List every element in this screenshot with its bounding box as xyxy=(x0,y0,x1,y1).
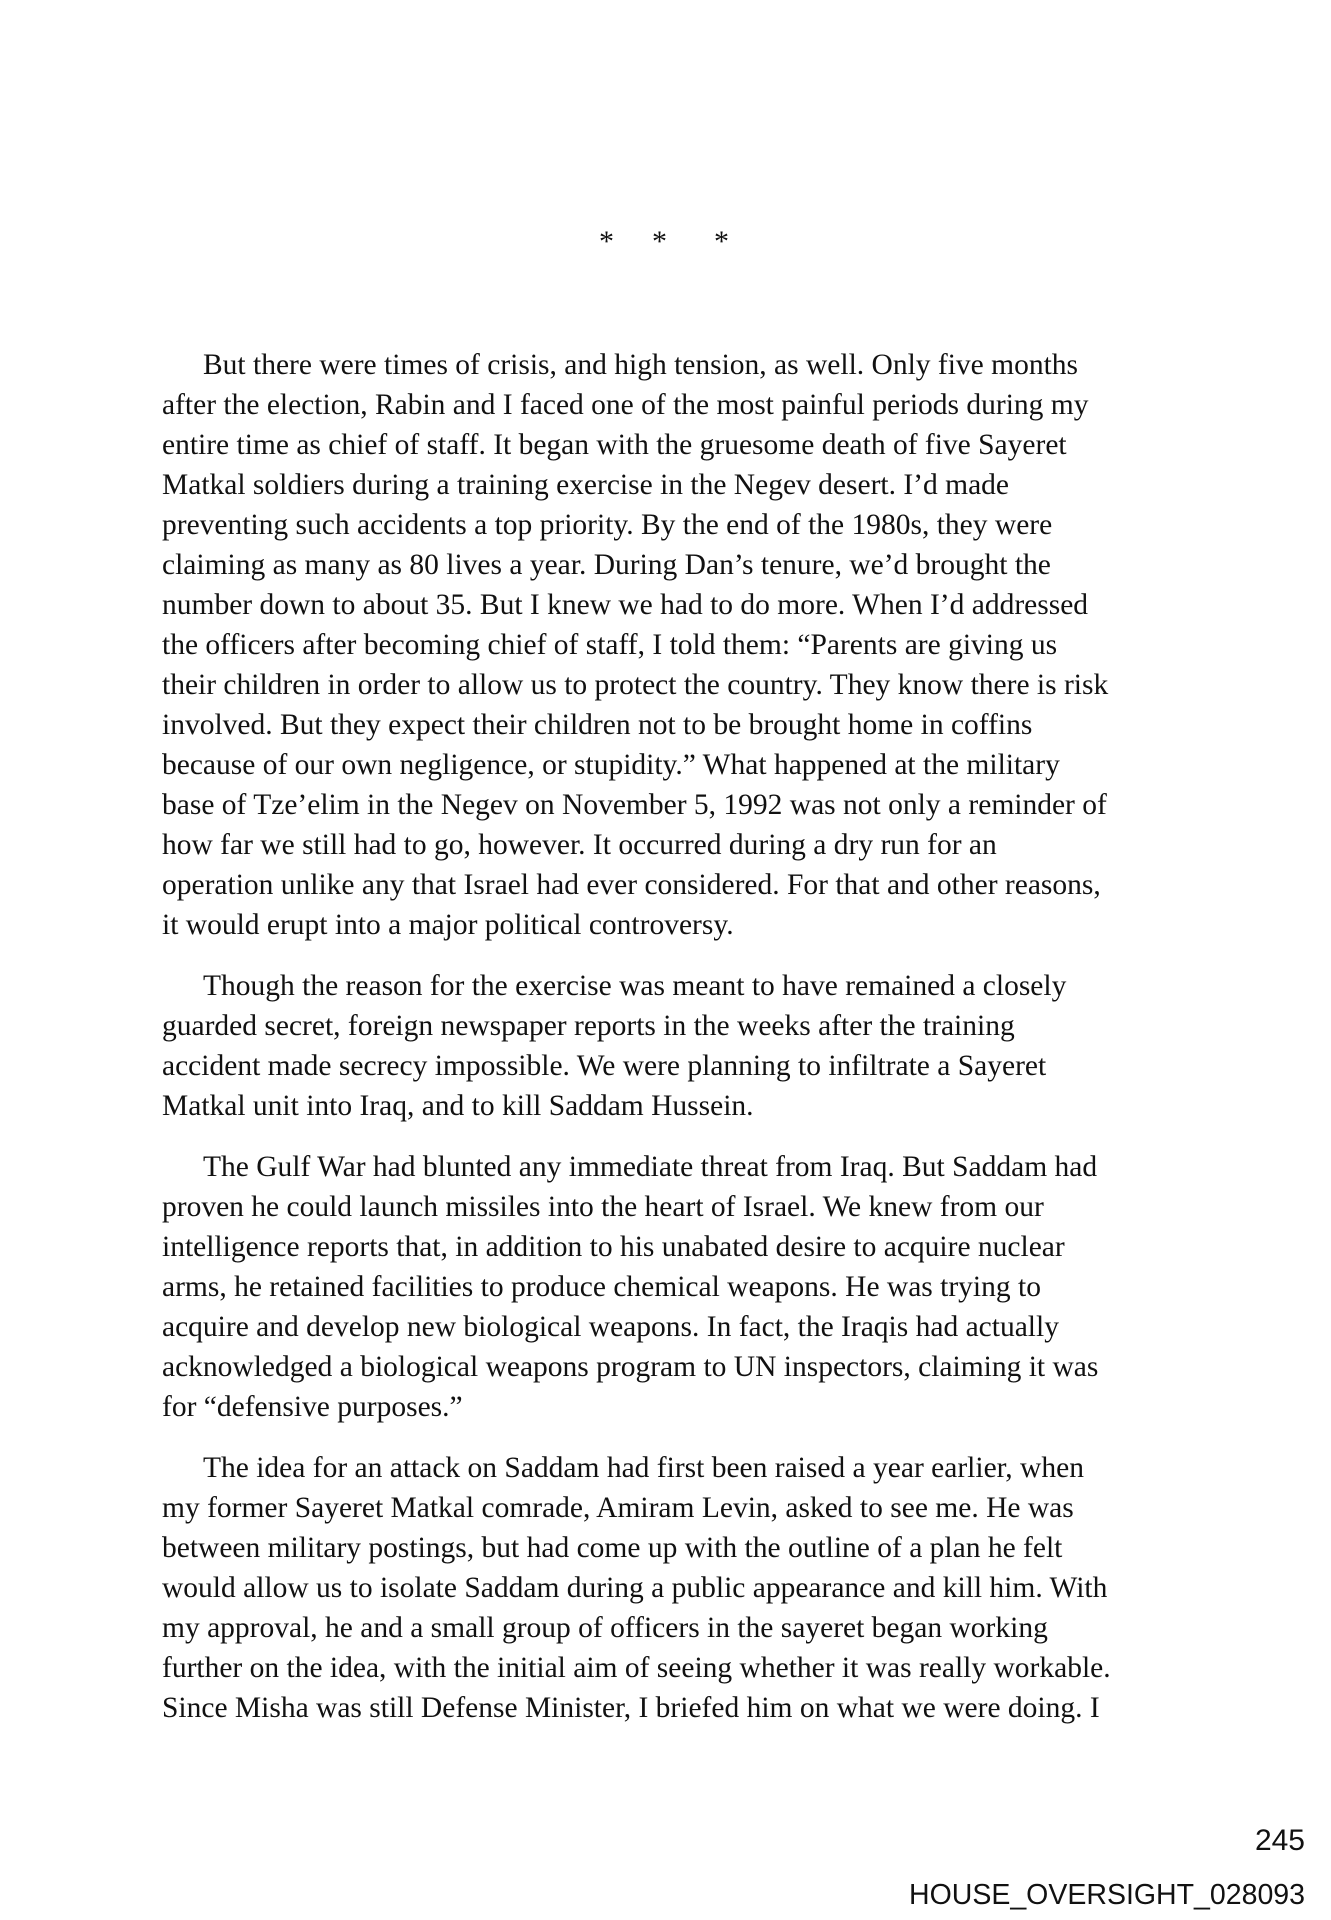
paragraph-2 xyxy=(162,966,1192,1126)
text-line: because of our own negligence, or stupidity.” What happened at the military xyxy=(162,749,1060,781)
text-line: The idea for an attack on Saddam had first been raised a year earlier, when xyxy=(203,1452,1084,1484)
text-line: the officers after becoming chief of staff, I told them: “Parents are giving us xyxy=(162,629,1058,661)
text-line: guarded secret, foreign newspaper reports in the weeks after the training xyxy=(162,1010,1015,1042)
text-line: preventing such accidents a top priority. By the end of the 1980s, they were xyxy=(162,509,1053,541)
paragraph-3 xyxy=(162,1147,1192,1427)
separator-asterisk: * xyxy=(652,225,667,258)
text-line: Since Misha was still Defense Minister, I briefed him on what we were doing. I xyxy=(162,1692,1100,1724)
text-line: number down to about 35. But I knew we had to do more. When I’d addressed xyxy=(162,589,1089,621)
text-line: acquire and develop new biological weapons. In fact, the Iraqis had actually xyxy=(162,1311,1059,1343)
text-line: entire time as chief of staff. It began with the gruesome death of five Sayeret xyxy=(162,429,1067,461)
text-line: for “defensive purposes.” xyxy=(162,1391,463,1423)
page-number: 245 xyxy=(1254,1824,1305,1857)
text-line: my former Sayeret Matkal comrade, Amiram Levin, asked to see me. He was xyxy=(162,1492,1074,1524)
text-line: base of Tze’elim in the Negev on November 5, 1992 was not only a reminder of xyxy=(162,789,1107,821)
text-line: my approval, he and a small group of officers in the sayeret began working xyxy=(162,1612,1048,1644)
separator-asterisk: * xyxy=(714,225,729,258)
text-line: it would erupt into a major political controversy. xyxy=(162,909,734,941)
text-line: Matkal unit into Iraq, and to kill Saddam Hussein. xyxy=(162,1090,754,1122)
text-line: how far we still had to go, however. It occurred during a dry run for an xyxy=(162,829,997,861)
text-line: arms, he retained facilities to produce chemical weapons. He was trying to xyxy=(162,1271,1041,1303)
text-line: The Gulf War had blunted any immediate threat from Iraq. But Saddam had xyxy=(203,1151,1098,1183)
text-line: accident made secrecy impossible. We were planning to infiltrate a Sayeret xyxy=(162,1050,1047,1082)
text-line: claiming as many as 80 lives a year. During Dan’s tenure, we’d brought the xyxy=(162,549,1051,581)
text-line: involved. But they expect their children not to be brought home in coffins xyxy=(162,709,1033,741)
text-line: their children in order to allow us to protect the country. They know there is risk xyxy=(162,669,1109,701)
separator-asterisk: * xyxy=(599,225,614,258)
body-text xyxy=(162,345,1192,1749)
text-line: after the election, Rabin and I faced one of the most painful periods during my xyxy=(162,389,1089,421)
text-line: further on the idea, with the initial aim of seeing whether it was really workable. xyxy=(162,1652,1111,1684)
paragraph-4 xyxy=(162,1448,1192,1728)
text-line: operation unlike any that Israel had ever considered. For that and other reasons, xyxy=(162,869,1101,901)
text-line: between military postings, but had come up with the outline of a plan he felt xyxy=(162,1532,1063,1564)
text-line: acknowledged a biological weapons program to UN inspectors, claiming it was xyxy=(162,1351,1099,1383)
bates-number: HOUSE_OVERSIGHT_028093 xyxy=(908,1879,1305,1911)
text-line: proven he could launch missiles into the heart of Israel. We knew from our xyxy=(162,1191,1044,1223)
text-line: Though the reason for the exercise was meant to have remained a closely xyxy=(203,970,1067,1002)
section-separator xyxy=(0,222,1331,262)
text-line: intelligence reports that, in addition to his unabated desire to acquire nuclear xyxy=(162,1231,1065,1263)
text-line: Matkal soldiers during a training exercise in the Negev desert. I’d made xyxy=(162,469,1010,501)
text-line: would allow us to isolate Saddam during a public appearance and kill him. With xyxy=(162,1572,1108,1604)
text-line: But there were times of crisis, and high tension, as well. Only five months xyxy=(203,349,1079,381)
paragraph-1 xyxy=(162,345,1192,945)
